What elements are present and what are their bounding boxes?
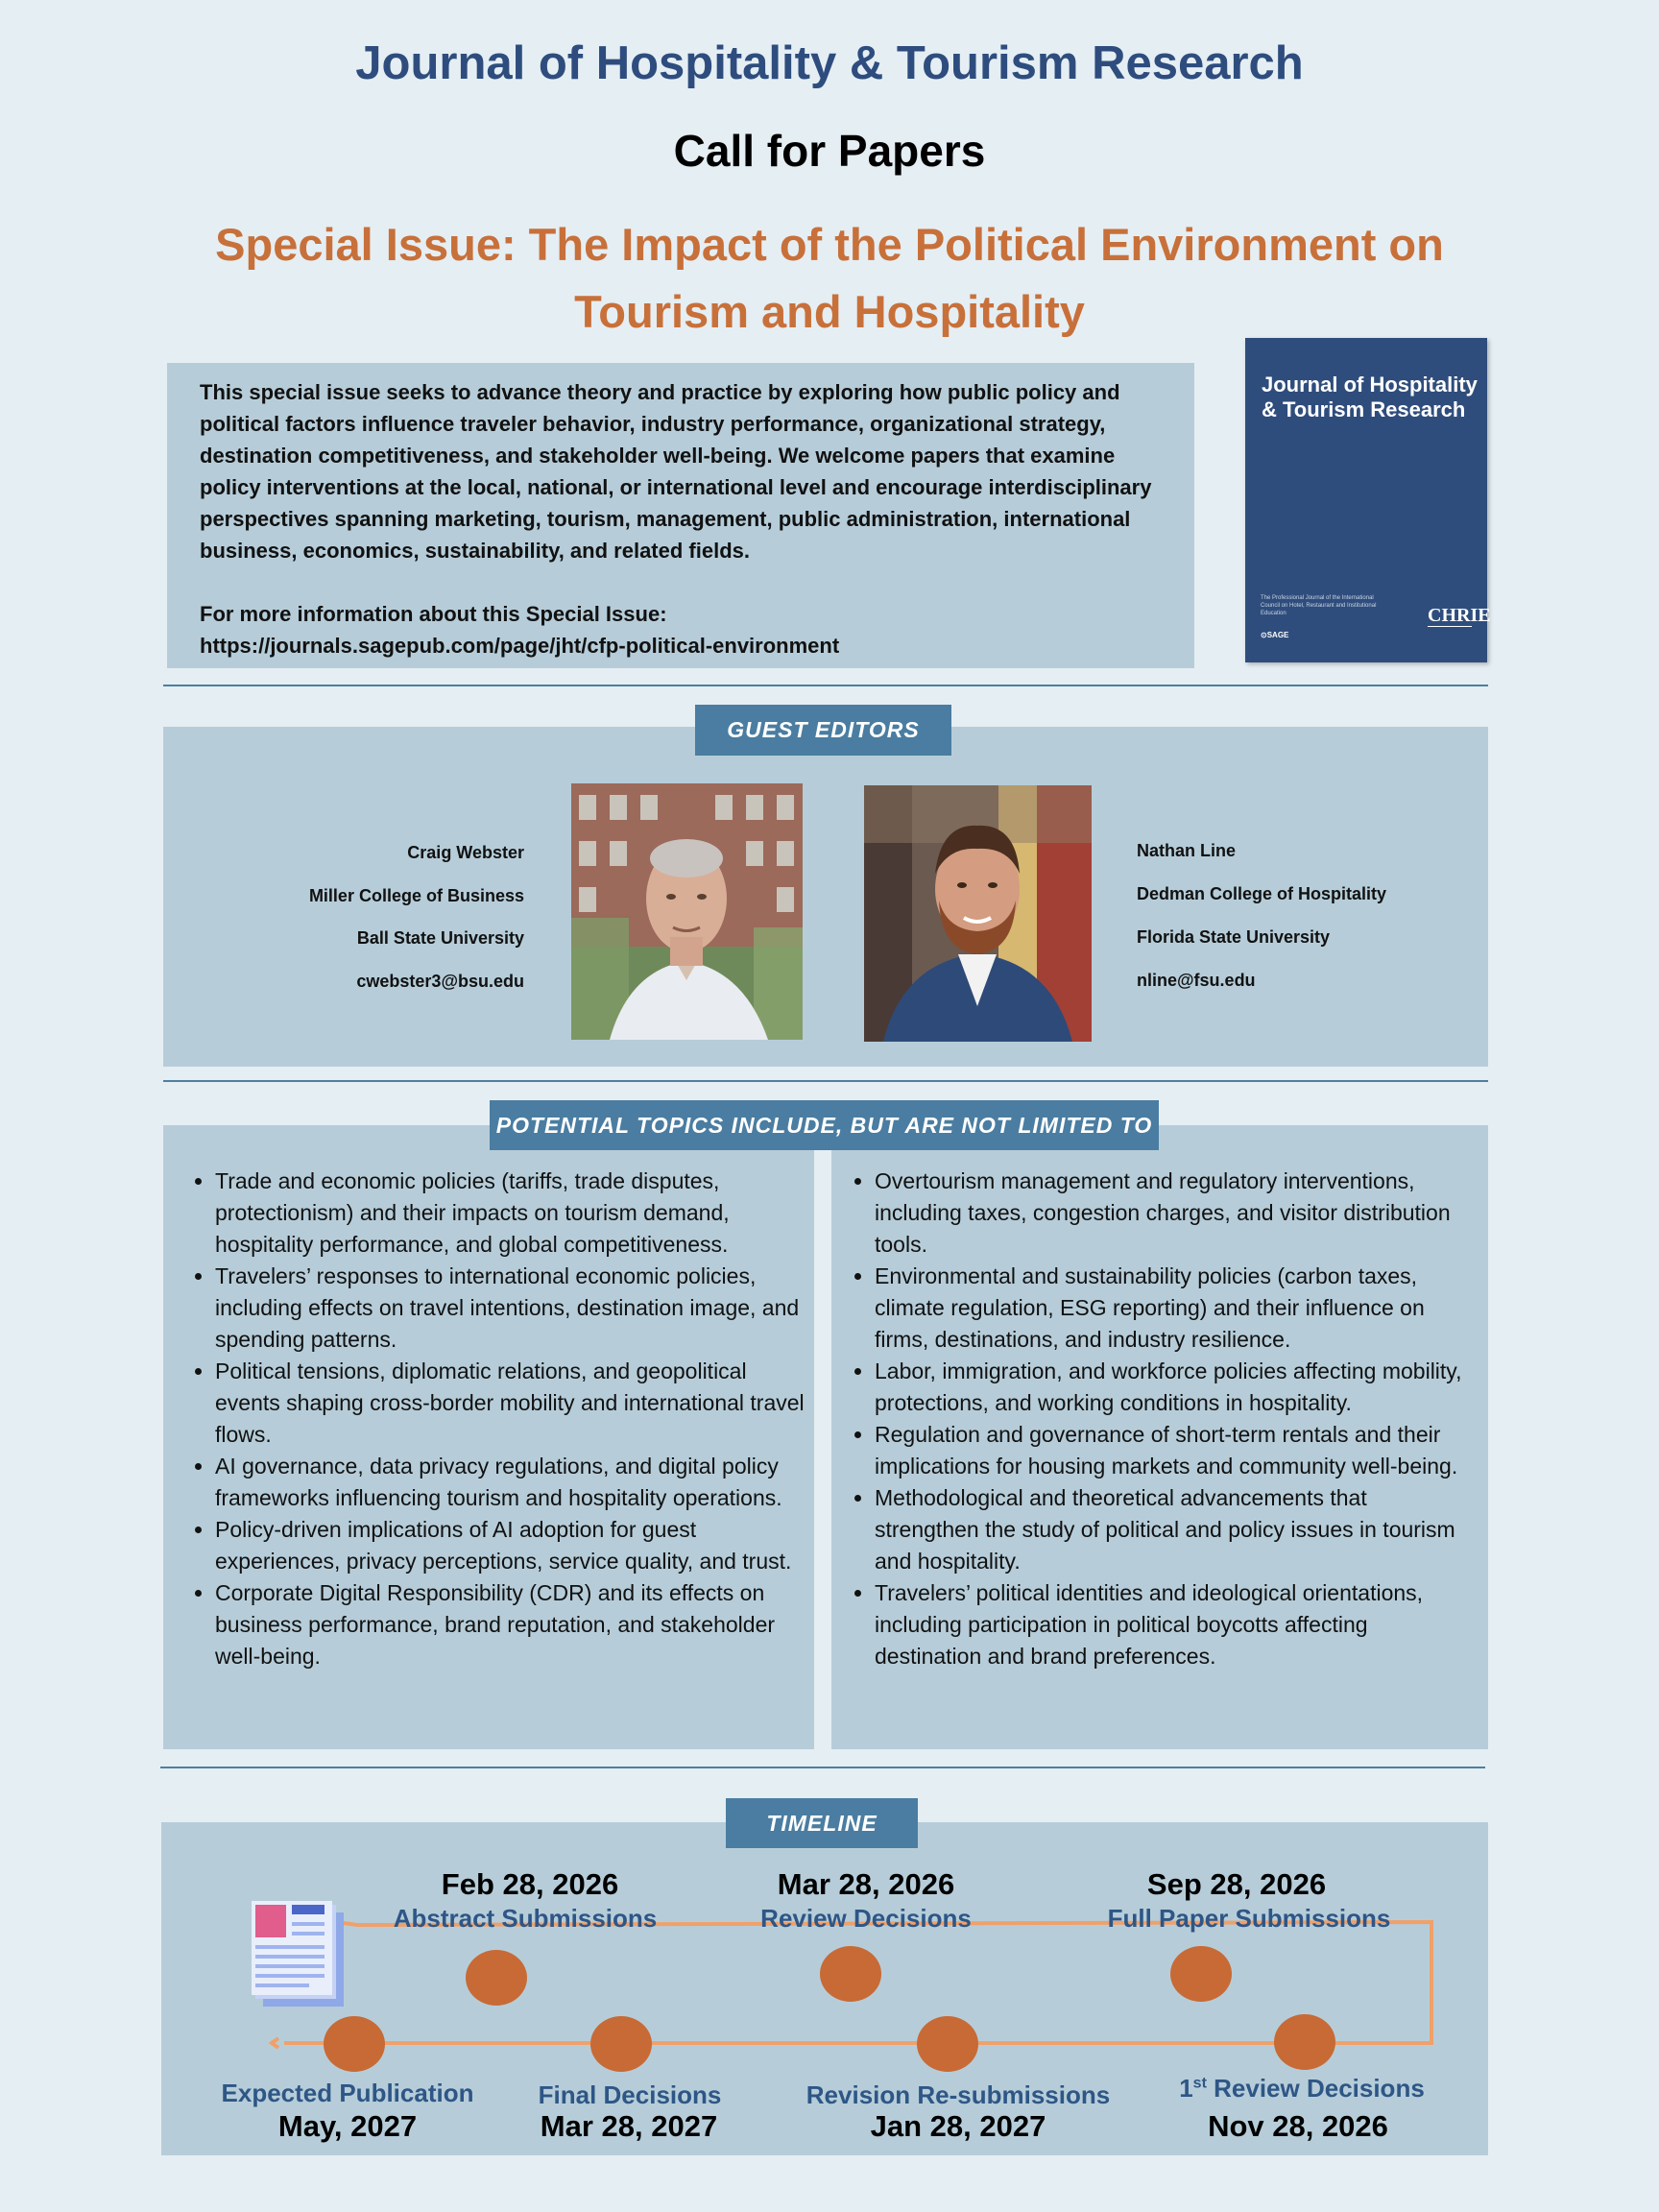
editor-2-name: Nathan Line	[1137, 841, 1237, 860]
chrie-logo: CHRIE	[1428, 605, 1491, 626]
editor-2-university: Florida State University	[1137, 927, 1331, 947]
timeline-dot	[820, 1946, 881, 2002]
editor-1-photo	[571, 783, 803, 1040]
more-info-label: For more information about this Special Issue:	[200, 602, 667, 626]
timeline-dot	[466, 1950, 527, 2006]
divider	[163, 685, 1488, 686]
timeline-date: Feb 28, 2026	[441, 1867, 619, 1901]
timeline-label: Expected Publication	[221, 2079, 474, 2107]
timeline-dot	[1274, 2014, 1335, 2070]
editor-1-university: Ball State University	[356, 928, 524, 948]
cover-subtitle: The Professional Journal of the International Council on Hotel, Restaurant and Institutional Education	[1261, 595, 1377, 616]
timeline-date: Mar 28, 2027	[540, 2109, 718, 2143]
topic-item: • Travelers’ political identities and ideological orientations, including participation in political boycotts affecting destination and brand preferences.	[875, 1577, 1476, 1672]
timeline-label: Full Paper Submissions	[1107, 1904, 1391, 1933]
timeline-date: Nov 28, 2026	[1208, 2109, 1388, 2143]
timeline-label: Final Decisions	[538, 2080, 722, 2109]
timeline-dot	[324, 2016, 385, 2072]
timeline-label: 1st Review Decisions	[1179, 2074, 1425, 2103]
editor-2-email[interactable]: nline@fsu.edu	[1137, 971, 1256, 990]
timeline-date: May, 2027	[277, 2109, 418, 2143]
timeline-date: Sep 28, 2026	[1146, 1867, 1327, 1901]
topic-item: • Overtourism management and regulatory interventions, including taxes, congestion charges, and visitor distribution tools.	[875, 1166, 1476, 1261]
topics-right-list	[840, 1166, 1476, 1672]
topic-item: • Corporate Digital Responsibility (CDR) and its effects on business performance, brand reputation, and stakeholder well-being.	[215, 1577, 810, 1672]
topic-item: • Methodological and theoretical advancements that strengthen the study of political and policy issues in tourism and hospitality.	[875, 1482, 1476, 1577]
editor-1-name: Craig Webster	[407, 843, 524, 862]
special-issue-title: Special Issue: The Impact of the Political Environment on Tourism and Hospitality	[215, 219, 1444, 337]
more-info-link[interactable]: https://journals.sagepub.com/page/jht/cfp-political-environment	[200, 634, 840, 658]
editor-1-college: Miller College of Business	[308, 886, 524, 905]
topic-item: • Travelers’ responses to international economic policies, including effects on travel intentions, destination image, and spending patterns.	[215, 1261, 810, 1356]
topics-heading: POTENTIAL TOPICS INCLUDE, BUT ARE NOT LIMITED TO	[490, 1100, 1159, 1150]
cover-title: Journal of Hospitality & Tourism Research	[1262, 373, 1478, 421]
timeline-dot	[1170, 1946, 1232, 2002]
topic-item: • Labor, immigration, and workforce policies affecting mobility, protections, and working conditions in hospitality.	[875, 1356, 1476, 1419]
journal-title: Journal of Hospitality & Tourism Research	[355, 37, 1304, 89]
editor-2-photo	[864, 785, 1092, 1042]
topic-item: • AI governance, data privacy regulations, and digital policy frameworks influencing tourism and hospitality operations.	[215, 1451, 810, 1514]
timeline-label: Review Decisions	[760, 1904, 972, 1933]
editor-1-email[interactable]: cwebster3@bsu.edu	[356, 972, 524, 991]
intro-box	[167, 363, 1194, 668]
divider	[160, 1767, 1485, 1768]
editor-2-college: Dedman College of Hospitality	[1137, 884, 1387, 903]
timeline-dot	[917, 2016, 978, 2072]
sage-icon: ⊙	[1261, 631, 1267, 639]
divider	[163, 1080, 1488, 1082]
sage-logo: ⊙SAGE	[1261, 631, 1289, 639]
timeline-dot	[590, 2016, 652, 2072]
guest-editors-heading: GUEST EDITORS	[695, 705, 951, 756]
timeline-label: Abstract Submissions	[393, 1904, 658, 1933]
timeline-label: Revision Re-submissions	[805, 2080, 1111, 2109]
intro-description: This special issue seeks to advance theory and practice by exploring how public policy and political factors influence traveler behavior, industry performance, organizational strategy, destination competitiveness, and stakeholder well-being. We welcome papers that examine policy interventions at the local, national, or international level and encourage interdisciplinary perspectives spanning marketing, tourism, management, public administration, international business, economics, sustainability, and related fields.	[200, 380, 1152, 563]
topic-item: • Environmental and sustainability policies (carbon taxes, climate regulation, ESG reporting) and their influence on firms, destinations, and industry resilience.	[875, 1261, 1476, 1356]
journal-cover-image	[1245, 338, 1491, 662]
topic-item: • Trade and economic policies (tariffs, trade disputes, protectionism) and their impacts on tourism demand, hospitality performance, and global competitiveness.	[215, 1166, 810, 1261]
timeline-date: Jan 28, 2027	[870, 2109, 1046, 2143]
topic-item: • Policy-driven implications of AI adoption for guest experiences, privacy perceptions, service quality, and trust.	[215, 1514, 810, 1577]
timeline-heading: TIMELINE	[726, 1798, 918, 1848]
call-for-papers-heading: Call for Papers	[673, 126, 986, 176]
topics-left-list	[180, 1166, 810, 1672]
topic-item: • Political tensions, diplomatic relations, and geopolitical events shaping cross-border mobility and international travel flows.	[215, 1356, 810, 1451]
timeline-date: Mar 28, 2026	[777, 1867, 955, 1901]
topic-item: • Regulation and governance of short-term rentals and their implications for housing markets and community well-being.	[875, 1419, 1476, 1482]
